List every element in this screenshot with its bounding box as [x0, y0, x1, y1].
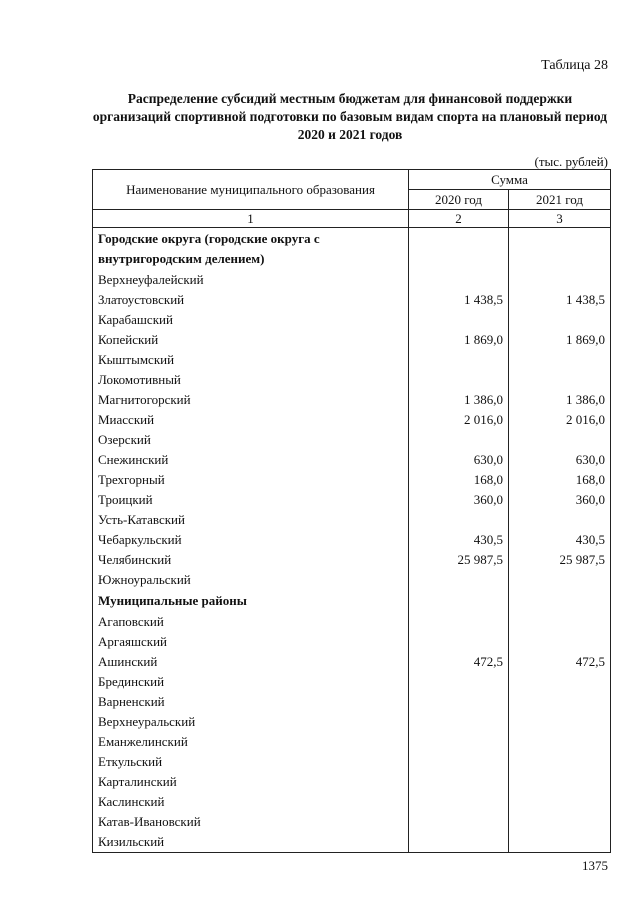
municipality-name: Трехгорный — [93, 470, 409, 490]
value-2020 — [409, 430, 509, 450]
value-2021 — [509, 310, 611, 330]
units-label: (тыс. рублей) — [534, 154, 608, 169]
municipality-name: Каслинский — [93, 792, 409, 812]
subsidy-table — [92, 169, 611, 853]
value-2020 — [409, 672, 509, 692]
column-index: 1 — [93, 210, 409, 228]
header-sum: Сумма — [409, 170, 611, 190]
table-row — [93, 752, 611, 772]
table-row — [93, 430, 611, 450]
value-2021 — [509, 270, 611, 290]
table-row — [93, 692, 611, 712]
municipality-name: Еткульский — [93, 752, 409, 772]
table-row — [93, 530, 611, 550]
value-2020 — [409, 590, 509, 612]
table-row — [93, 570, 611, 590]
value-2020 — [409, 732, 509, 752]
table-row — [93, 310, 611, 330]
value-2021: 472,5 — [509, 652, 611, 672]
value-2021 — [509, 672, 611, 692]
municipality-name: Варненский — [93, 692, 409, 712]
table-row — [93, 450, 611, 470]
municipality-name: Кизильский — [93, 832, 409, 853]
value-2021: 2 016,0 — [509, 410, 611, 430]
section-row — [93, 590, 611, 612]
municipality-name: Еманжелинский — [93, 732, 409, 752]
value-2021 — [509, 350, 611, 370]
value-2020 — [409, 612, 509, 632]
page-number: 1375 — [582, 858, 608, 873]
table-row — [93, 550, 611, 570]
value-2021: 630,0 — [509, 450, 611, 470]
municipality-name: Троицкий — [93, 490, 409, 510]
value-2021 — [509, 832, 611, 853]
value-2021 — [509, 590, 611, 612]
table-row — [93, 812, 611, 832]
value-2021 — [509, 712, 611, 732]
value-2020 — [409, 510, 509, 530]
table-row — [93, 350, 611, 370]
value-2020 — [409, 832, 509, 853]
value-2021 — [509, 612, 611, 632]
value-2020: 25 987,5 — [409, 550, 509, 570]
value-2021 — [509, 772, 611, 792]
municipality-name: Чебаркульский — [93, 530, 409, 550]
section-title: Городские округа (городские округа с внутригородским делением) — [93, 228, 409, 271]
value-2021 — [509, 632, 611, 652]
municipality-name: Агаповский — [93, 612, 409, 632]
value-2020 — [409, 228, 509, 271]
header-municipality: Наименование муниципального образования — [93, 170, 409, 210]
value-2020 — [409, 632, 509, 652]
section-row — [93, 228, 611, 271]
table-row — [93, 632, 611, 652]
value-2021 — [509, 228, 611, 271]
municipality-name: Магнитогорский — [93, 390, 409, 410]
value-2021 — [509, 792, 611, 812]
value-2020 — [409, 752, 509, 772]
value-2020: 430,5 — [409, 530, 509, 550]
value-2020 — [409, 792, 509, 812]
table-row — [93, 772, 611, 792]
column-index: 3 — [509, 210, 611, 228]
value-2020 — [409, 370, 509, 390]
municipality-name: Южноуральский — [93, 570, 409, 590]
table-number: Таблица 28 — [541, 58, 608, 73]
table-row — [93, 510, 611, 530]
document-title: Распределение субсидий местным бюджетам для финансовой поддержки организаций спортивной подготовки по базовым видам спорта на плановый период 2020 и 2021 годов — [92, 91, 608, 142]
municipality-name: Златоустовский — [93, 290, 409, 310]
header-year-2021: 2021 год — [509, 190, 611, 210]
table-row — [93, 490, 611, 510]
value-2020 — [409, 310, 509, 330]
value-2021 — [509, 812, 611, 832]
municipality-name: Ашинский — [93, 652, 409, 672]
table-row — [93, 612, 611, 632]
municipality-name: Аргаяшский — [93, 632, 409, 652]
municipality-name: Верхнеуральский — [93, 712, 409, 732]
value-2020 — [409, 692, 509, 712]
table-row — [93, 672, 611, 692]
value-2020 — [409, 772, 509, 792]
value-2020 — [409, 712, 509, 732]
value-2020: 472,5 — [409, 652, 509, 672]
table-row — [93, 330, 611, 350]
value-2021: 1 869,0 — [509, 330, 611, 350]
value-2020: 630,0 — [409, 450, 509, 470]
municipality-name: Брединский — [93, 672, 409, 692]
value-2020: 2 016,0 — [409, 410, 509, 430]
value-2021: 1 386,0 — [509, 390, 611, 410]
table-body — [93, 228, 611, 853]
table-row — [93, 270, 611, 290]
value-2021 — [509, 732, 611, 752]
municipality-name: Снежинский — [93, 450, 409, 470]
table-row — [93, 290, 611, 310]
value-2021 — [509, 692, 611, 712]
value-2020 — [409, 350, 509, 370]
value-2021: 1 438,5 — [509, 290, 611, 310]
municipality-name: Озерский — [93, 430, 409, 450]
value-2021: 25 987,5 — [509, 550, 611, 570]
value-2020: 1 386,0 — [409, 390, 509, 410]
table-row — [93, 652, 611, 672]
municipality-name: Кыштымский — [93, 350, 409, 370]
table-row — [93, 832, 611, 853]
value-2021 — [509, 370, 611, 390]
table-row — [93, 792, 611, 812]
value-2020 — [409, 570, 509, 590]
municipality-name: Карабашский — [93, 310, 409, 330]
header-year-2020: 2020 год — [409, 190, 509, 210]
column-index: 2 — [409, 210, 509, 228]
value-2021 — [509, 752, 611, 772]
municipality-name: Катав-Ивановский — [93, 812, 409, 832]
table-row — [93, 470, 611, 490]
value-2021 — [509, 510, 611, 530]
municipality-name: Усть-Катавский — [93, 510, 409, 530]
value-2020: 1 869,0 — [409, 330, 509, 350]
section-title: Муниципальные районы — [93, 590, 409, 612]
municipality-name: Локомотивный — [93, 370, 409, 390]
table-row — [93, 390, 611, 410]
table-row — [93, 370, 611, 390]
value-2021: 168,0 — [509, 470, 611, 490]
table-row — [93, 712, 611, 732]
value-2021 — [509, 430, 611, 450]
value-2021: 360,0 — [509, 490, 611, 510]
municipality-name: Миасский — [93, 410, 409, 430]
municipality-name: Челябинский — [93, 550, 409, 570]
table-row — [93, 732, 611, 752]
value-2021 — [509, 570, 611, 590]
value-2020: 360,0 — [409, 490, 509, 510]
value-2020: 168,0 — [409, 470, 509, 490]
table-row — [93, 410, 611, 430]
value-2020 — [409, 812, 509, 832]
value-2021: 430,5 — [509, 530, 611, 550]
value-2020 — [409, 270, 509, 290]
value-2020: 1 438,5 — [409, 290, 509, 310]
municipality-name: Верхнеуфалейский — [93, 270, 409, 290]
municipality-name: Копейский — [93, 330, 409, 350]
municipality-name: Карталинский — [93, 772, 409, 792]
